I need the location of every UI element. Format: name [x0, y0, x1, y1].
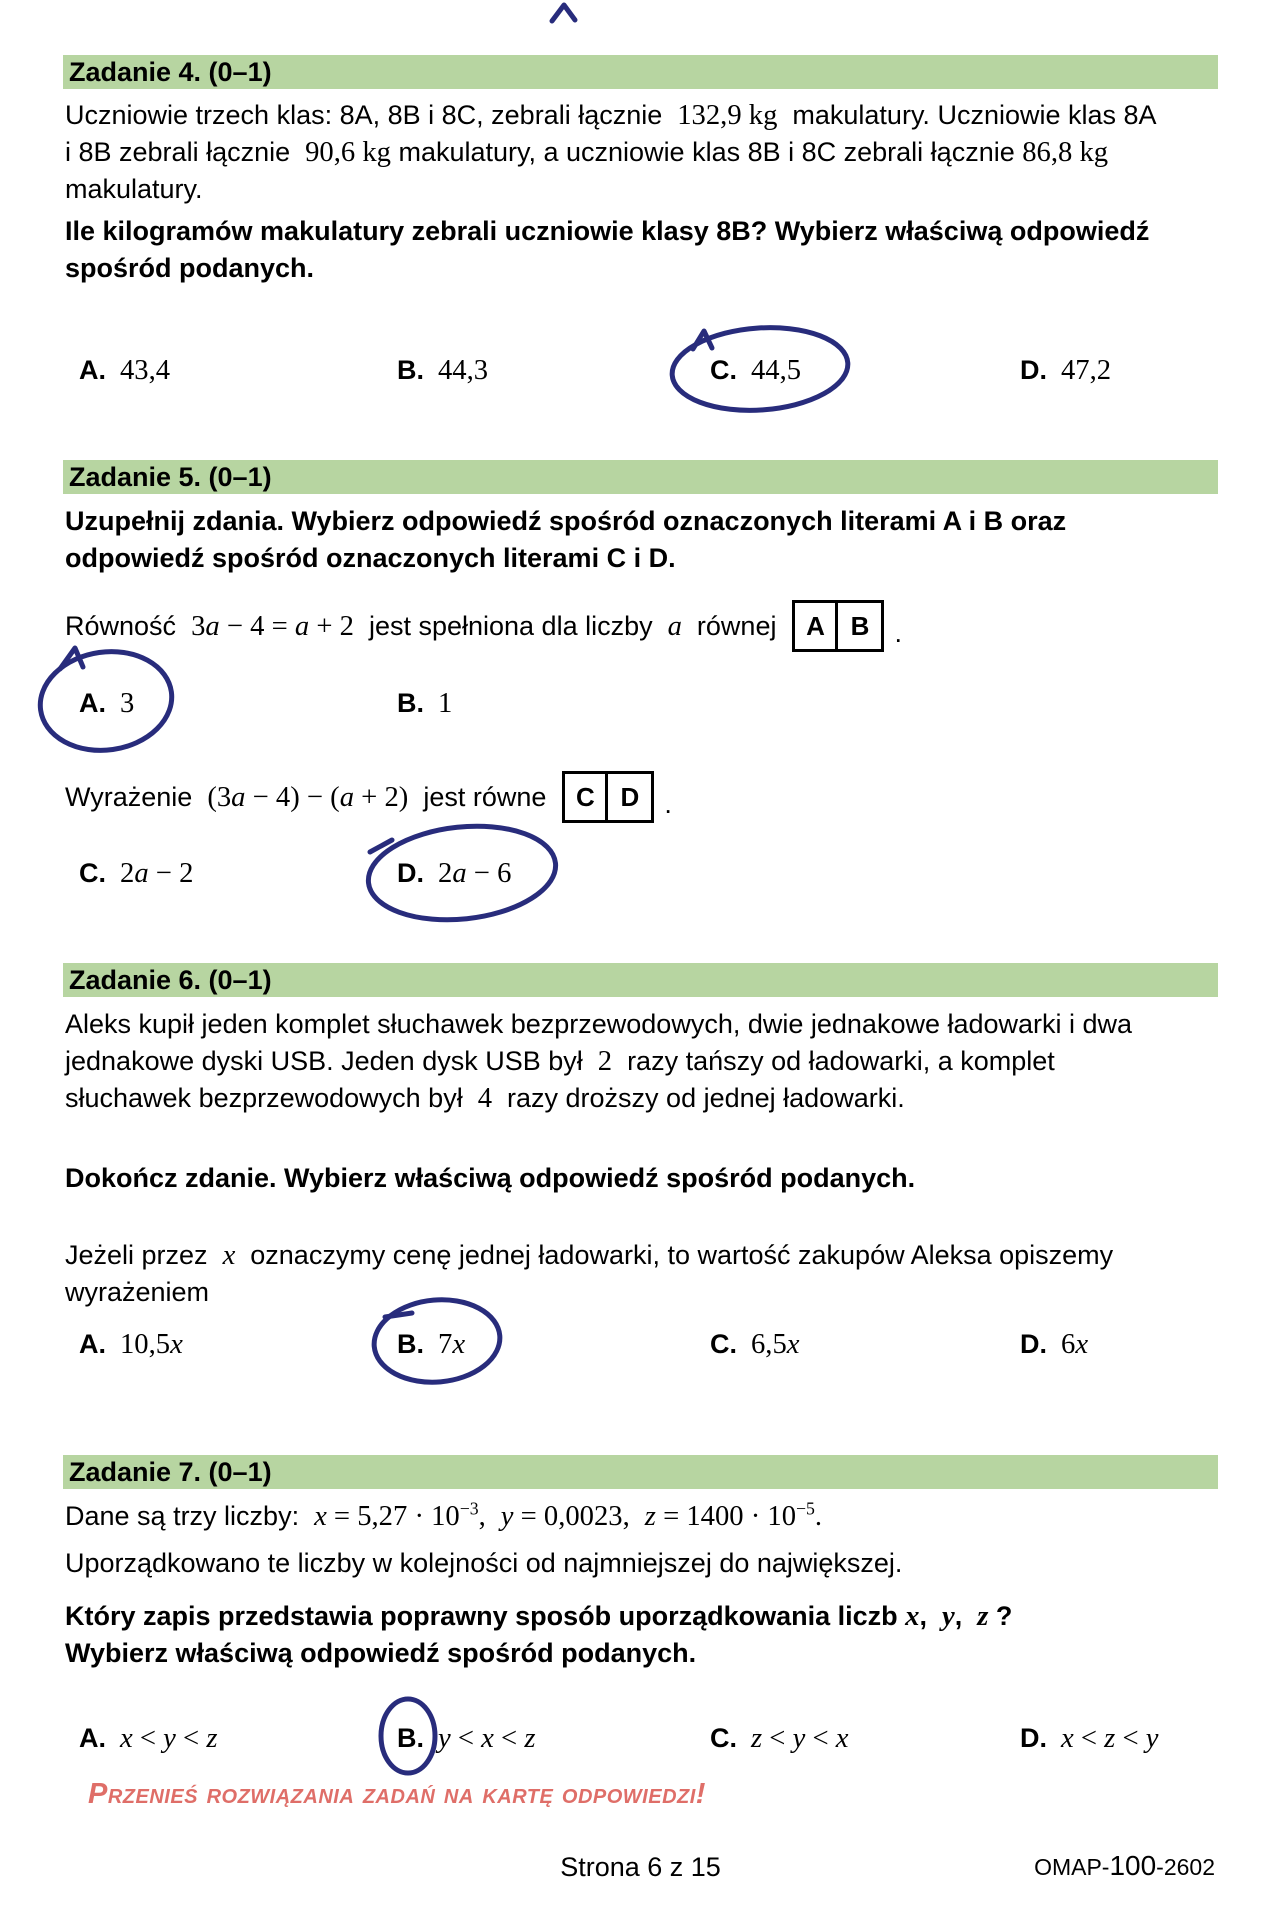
- answer-value: 6x: [1061, 1328, 1089, 1360]
- task7-question-line: Wybierz właściwą odpowiedź spośród podanych.: [65, 1638, 697, 1668]
- task6-answer-b: [397, 1326, 465, 1362]
- document-code-part: OMAP-: [1034, 1854, 1110, 1880]
- choice-cell-c: C: [562, 771, 608, 823]
- task4-body-line: makulatury.: [65, 174, 203, 204]
- answer-label: C.: [710, 1329, 737, 1359]
- task4-question-line: Ile kilogramów makulatury zebrali uczniowie klasy 8B? Wybierz właściwą odpowiedź: [65, 216, 1150, 246]
- answer-value: 43,4: [120, 354, 171, 386]
- task7-body-line: Uporządkowano te liczby w kolejności od najmniejszej do największej.: [65, 1548, 903, 1578]
- task4-body-line: i 8B zebrali łącznie 90,6 kg makulatury, a uczniowie klas 8B i 8C zebrali łącznie 86,8 kg: [65, 136, 1109, 168]
- answer-value: 1: [438, 687, 453, 719]
- task6-header-title: Zadanie 6. (0–1): [69, 964, 272, 995]
- task5-sentence-2: [65, 768, 672, 826]
- task5-answers-cd-row: [63, 855, 1218, 895]
- task7-body-line: Dane są trzy liczby: $x = 5,27 \cdot 10^{-3}$, y = 0,0023, $z = 1400 \cdot 10^{-5}$.: [65, 1498, 823, 1532]
- task7-answers-row: [63, 1720, 1218, 1760]
- answer-label: A.: [79, 1723, 106, 1753]
- answer-label: C.: [710, 1723, 737, 1753]
- task5-choice-box-cd: [562, 771, 654, 823]
- answer-value: 44,3: [438, 354, 489, 386]
- task5-answer-c: [79, 855, 193, 891]
- task6-question-line: Dokończ zdanie. Wybierz właściwą odpowiedź spośród podanych.: [65, 1163, 916, 1193]
- ink-dash-task6-b-icon: [385, 1313, 412, 1317]
- task5-sentence1-text: Równość 3a − 4 = a + 2 jest spełniona dla liczby a równej: [65, 609, 777, 642]
- task7-answer-c: [710, 1720, 848, 1756]
- answer-value: x < z < y: [1061, 1722, 1159, 1754]
- task6-answer-c: [710, 1326, 799, 1362]
- task5-intro-line: odpowiedź spośród oznaczonych literami C i D.: [65, 543, 676, 573]
- answer-value: 2a − 6: [438, 857, 512, 889]
- answer-value: 44,5: [751, 354, 802, 386]
- document-code: [1034, 1850, 1215, 1882]
- task5-sentence-1: [65, 597, 902, 655]
- answer-label: C.: [710, 355, 737, 385]
- task6-body-line: jednakowe dyski USB. Jeden dysk USB był 2 razy tańszy od ładowarki, a komplet: [65, 1045, 1055, 1077]
- choice-cell-b: B: [838, 600, 884, 652]
- answer-label: D.: [1020, 355, 1047, 385]
- ink-tail-task5-d-icon: [370, 840, 392, 852]
- answer-value: 10,5x: [120, 1328, 183, 1360]
- task4-answer-b: [397, 352, 488, 388]
- choice-cell-a: A: [792, 600, 838, 652]
- answer-value: 2a − 2: [120, 857, 194, 889]
- page-number: Strona 6 z 15: [560, 1852, 721, 1882]
- task5-sentence2-text: Wyrażenie (3a − 4) − (a + 2) jest równe: [65, 780, 547, 813]
- task4-header-bar: [63, 55, 1218, 89]
- task6-answer-d: [1020, 1326, 1088, 1362]
- choice-cell-d: D: [608, 771, 654, 823]
- answer-value: z < y < x: [751, 1722, 849, 1754]
- answer-value: x < y < z: [120, 1722, 218, 1754]
- task7-answer-d: [1020, 1720, 1158, 1756]
- task4-question-line: spośród podanych.: [65, 253, 315, 283]
- task6-answer-a: [79, 1326, 183, 1362]
- task5-answer-a: [79, 685, 134, 721]
- task4-body-line: Uczniowie trzech klas: 8A, 8B i 8C, zebrali łącznie 132,9 kg makulatury. Uczniowie klas 8A: [65, 99, 1157, 131]
- task4-answer-a: [79, 352, 170, 388]
- task5-answers-ab-row: [63, 685, 1218, 725]
- answer-label: D.: [1020, 1329, 1047, 1359]
- document-code-part: 100: [1109, 1850, 1157, 1881]
- answer-label: B.: [397, 688, 424, 718]
- task7-header-title: Zadanie 7. (0–1): [69, 1456, 272, 1487]
- task4-answers-row: [63, 352, 1218, 392]
- task6-lead-line: wyrażeniem: [65, 1277, 210, 1307]
- answer-value: y < x < z: [438, 1722, 536, 1754]
- answer-label: B.: [397, 1329, 424, 1359]
- answer-label: B.: [397, 355, 424, 385]
- task4-header-title: Zadanie 4. (0–1): [69, 56, 272, 87]
- answer-label: A.: [79, 1329, 106, 1359]
- answer-label: D.: [397, 858, 424, 888]
- answer-label: A.: [79, 355, 106, 385]
- task6-answers-row: [63, 1326, 1218, 1366]
- task4-answer-d: [1020, 352, 1111, 388]
- task5-answer-b: [397, 685, 452, 721]
- task6-lead-line: Jeżeli przez x oznaczymy cenę jednej ładowarki, to wartość zakupów Aleksa opiszemy: [65, 1239, 1114, 1271]
- document-code-part: -2602: [1156, 1854, 1215, 1880]
- answer-value: 3: [120, 687, 135, 719]
- task7-answer-b: [397, 1720, 535, 1756]
- answer-label: C.: [79, 858, 106, 888]
- transfer-note: Przenieś rozwiązania zadań na kartę odpowiedzi!: [88, 1778, 706, 1810]
- task7-question-line: Który zapis przedstawia poprawny sposób uporządkowania liczb x, y, z ?: [65, 1600, 1013, 1632]
- ink-arrowhead-task4-icon: [693, 331, 712, 349]
- sentence-period: .: [664, 789, 672, 819]
- task6-body-line: słuchawek bezprzewodowych był 4 razy droższy od jednej ładowarki.: [65, 1082, 905, 1114]
- task5-header-bar: [63, 460, 1218, 494]
- task5-answer-d: [397, 855, 511, 891]
- answer-label: A.: [79, 688, 106, 718]
- task6-body-line: Aleks kupił jeden komplet słuchawek bezprzewodowych, dwie jednakowe ładowarki i dwa: [65, 1009, 1133, 1039]
- task5-intro-line: Uzupełnij zdania. Wybierz odpowiedź spośród oznaczonych literami A i B oraz: [65, 506, 1067, 536]
- task6-header-bar: [63, 963, 1218, 997]
- task4-answer-c: [710, 352, 801, 388]
- answer-label: D.: [1020, 1723, 1047, 1753]
- ink-mark-top-icon: [552, 5, 575, 21]
- task7-header-bar: [63, 1455, 1218, 1489]
- answer-label: B.: [397, 1723, 424, 1753]
- answer-value: 47,2: [1061, 354, 1112, 386]
- sentence-period: .: [894, 618, 902, 648]
- answer-value: 7x: [438, 1328, 466, 1360]
- task5-choice-box-ab: [792, 600, 884, 652]
- answer-value: 6,5x: [751, 1328, 800, 1360]
- task7-answer-a: [79, 1720, 217, 1756]
- task5-header-title: Zadanie 5. (0–1): [69, 461, 272, 492]
